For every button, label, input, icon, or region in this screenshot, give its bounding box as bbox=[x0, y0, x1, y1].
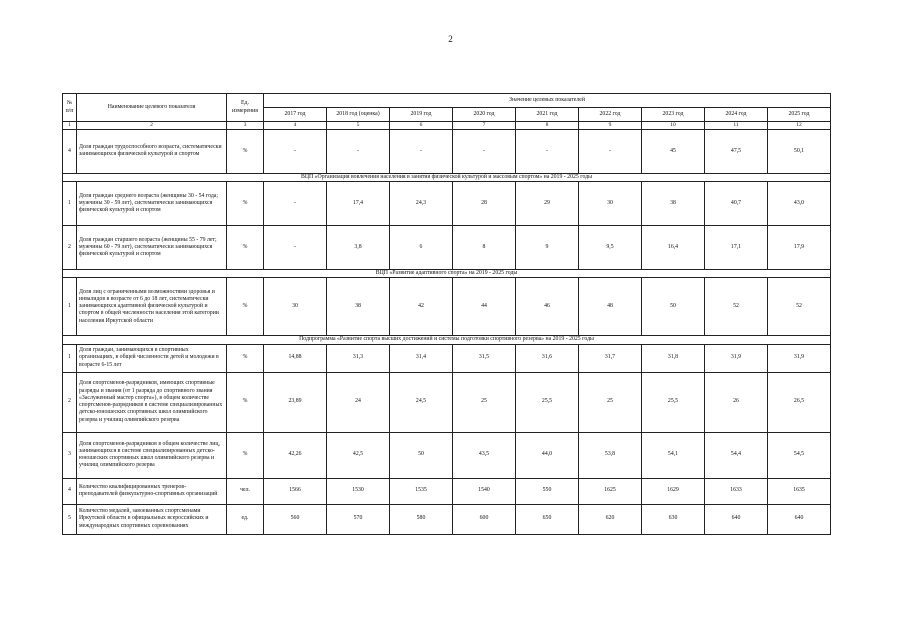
table-row bbox=[63, 432, 831, 478]
value-cell: 54,1 bbox=[642, 432, 705, 478]
unit-cell: ед. bbox=[227, 504, 264, 534]
row-number: 1 bbox=[63, 182, 77, 226]
value-cell: 1566 bbox=[264, 478, 327, 504]
value-cell: 31,6 bbox=[516, 344, 579, 372]
header-num: № п/п bbox=[63, 94, 77, 122]
value-cell: 16,4 bbox=[642, 226, 705, 270]
header-year: 2019 год bbox=[390, 108, 453, 122]
section-row bbox=[63, 336, 831, 344]
value-cell: - bbox=[453, 129, 516, 173]
unit-cell: % bbox=[227, 226, 264, 270]
value-cell: 1629 bbox=[642, 478, 705, 504]
indicator-name: Доля граждан трудоспособного возраста, систематически занимающихся физической культурой и спортом bbox=[77, 129, 227, 173]
value-cell: 560 bbox=[264, 504, 327, 534]
page-number: 2 bbox=[448, 34, 453, 44]
value-cell: 23,89 bbox=[264, 372, 327, 432]
value-cell: 43,0 bbox=[768, 182, 831, 226]
value-cell: 29 bbox=[516, 182, 579, 226]
value-cell: 45 bbox=[642, 129, 705, 173]
indicator-name: Количество медалей, завоеванных спортсменами Иркутской области в официальных всероссийских и международных спортивных соревнованиях bbox=[77, 504, 227, 534]
value-cell: 44,0 bbox=[516, 432, 579, 478]
value-cell: 650 bbox=[516, 504, 579, 534]
value-cell: 31,7 bbox=[579, 344, 642, 372]
value-cell: 24 bbox=[327, 372, 390, 432]
value-cell: 1540 bbox=[453, 478, 516, 504]
unit-cell: % bbox=[227, 432, 264, 478]
column-number: 9 bbox=[579, 122, 642, 130]
value-cell: 38 bbox=[327, 278, 390, 336]
column-number: 11 bbox=[705, 122, 768, 130]
value-cell: - bbox=[579, 129, 642, 173]
value-cell: 620 bbox=[579, 504, 642, 534]
value-cell: 17,9 bbox=[768, 226, 831, 270]
section-title: Подпрограмма «Развитие спорта высших достижений и системы подготовки спортивного резерва» на 2019 - 2025 годы bbox=[63, 336, 831, 344]
value-cell: 3,8 bbox=[327, 226, 390, 270]
table-row bbox=[63, 278, 831, 336]
header-name: Наименование целевого показателя bbox=[77, 94, 227, 122]
value-cell: 47,5 bbox=[705, 129, 768, 173]
target-indicators-table bbox=[62, 93, 831, 535]
value-cell: 52 bbox=[705, 278, 768, 336]
table-row bbox=[63, 504, 831, 534]
column-number: 6 bbox=[390, 122, 453, 130]
value-cell: - bbox=[390, 129, 453, 173]
value-cell: 42,26 bbox=[264, 432, 327, 478]
value-cell: 50 bbox=[390, 432, 453, 478]
table-row bbox=[63, 226, 831, 270]
value-cell: 14,88 bbox=[264, 344, 327, 372]
value-cell: 28 bbox=[453, 182, 516, 226]
value-cell: 1535 bbox=[390, 478, 453, 504]
value-cell: 30 bbox=[264, 278, 327, 336]
value-cell: 30 bbox=[579, 182, 642, 226]
table-row bbox=[63, 372, 831, 432]
column-number: 8 bbox=[516, 122, 579, 130]
table-row bbox=[63, 182, 831, 226]
value-cell: 24,5 bbox=[390, 372, 453, 432]
value-cell: 54,4 bbox=[705, 432, 768, 478]
row-number: 4 bbox=[63, 478, 77, 504]
value-cell: 9,5 bbox=[579, 226, 642, 270]
value-cell: 50 bbox=[642, 278, 705, 336]
value-cell: 630 bbox=[642, 504, 705, 534]
value-cell: 50,1 bbox=[768, 129, 831, 173]
header-year: 2022 год bbox=[579, 108, 642, 122]
row-number: 2 bbox=[63, 226, 77, 270]
value-cell: 31,3 bbox=[327, 344, 390, 372]
column-number: 5 bbox=[327, 122, 390, 130]
value-cell: 31,5 bbox=[453, 344, 516, 372]
value-cell: 600 bbox=[453, 504, 516, 534]
value-cell: 25,5 bbox=[516, 372, 579, 432]
indicator-name: Доля спортсменов-разрядников в общем количестве лиц, занимающихся в системе специализированных детско-юношеских спортивных школ олимпийского резерва и училищ олимпийского резерва bbox=[77, 432, 227, 478]
value-cell: 31,4 bbox=[390, 344, 453, 372]
column-number: 3 bbox=[227, 122, 264, 130]
section-title: ВЦП «Организация вовлечения населения в занятия физической культурой и массовым спортом» на 2019 - 2025 годы bbox=[63, 173, 831, 181]
value-cell: 1635 bbox=[768, 478, 831, 504]
value-cell: 52 bbox=[768, 278, 831, 336]
value-cell: 17,4 bbox=[327, 182, 390, 226]
indicator-name: Доля лиц с ограниченными возможностями здоровья и инвалидов в возрасте от 6 до 18 лет, систематически занимающихся адаптивной физической культурой и спортом в общей численности населения этой категории населения Иркутской области bbox=[77, 278, 227, 336]
header-year: 2023 год bbox=[642, 108, 705, 122]
value-cell: 31,9 bbox=[768, 344, 831, 372]
value-cell: 44 bbox=[453, 278, 516, 336]
section-row bbox=[63, 270, 831, 278]
value-cell: 1625 bbox=[579, 478, 642, 504]
table-row bbox=[63, 478, 831, 504]
indicator-name: Доля спортсменов-разрядников, имеющих спортивные разряды и звания (от 1 разряда до спортивного звания «Заслуженный мастер спорта»), в общем количестве спортсменов-разрядников в системе специализированных детско-юношеских спортивных школ олимпийского резерва и училищ олимпийского резерва bbox=[77, 372, 227, 432]
value-cell: 53,8 bbox=[579, 432, 642, 478]
value-cell: 9 bbox=[516, 226, 579, 270]
column-number: 4 bbox=[264, 122, 327, 130]
indicator-name: Доля граждан, занимающихся в спортивных организациях, в общей численности детей и молодежи в возрасте 6-15 лет bbox=[77, 344, 227, 372]
value-cell: 24,3 bbox=[390, 182, 453, 226]
value-cell: 26,5 bbox=[768, 372, 831, 432]
value-cell: 640 bbox=[705, 504, 768, 534]
column-number: 12 bbox=[768, 122, 831, 130]
value-cell: 570 bbox=[327, 504, 390, 534]
header-year: 2020 год bbox=[453, 108, 516, 122]
value-cell: 640 bbox=[768, 504, 831, 534]
value-cell: 25,5 bbox=[642, 372, 705, 432]
row-number: 5 bbox=[63, 504, 77, 534]
value-cell: - bbox=[264, 226, 327, 270]
header-year: 2021 год bbox=[516, 108, 579, 122]
header-year: 2024 год bbox=[705, 108, 768, 122]
value-cell: 26 bbox=[705, 372, 768, 432]
value-cell: 25 bbox=[453, 372, 516, 432]
header-values-group: Значение целевых показателей bbox=[264, 94, 831, 108]
table-row bbox=[63, 129, 831, 173]
value-cell: 8 bbox=[453, 226, 516, 270]
value-cell: - bbox=[516, 129, 579, 173]
column-number: 2 bbox=[77, 122, 227, 130]
value-cell: 31,8 bbox=[642, 344, 705, 372]
indicator-name: Доля граждан среднего возраста (женщины 30 - 54 года; мужчины 30 - 59 лет), систематически занимающихся физической культурой и спортом bbox=[77, 182, 227, 226]
column-number: 1 bbox=[63, 122, 77, 130]
header-unit: Ед. измерения bbox=[227, 94, 264, 122]
value-cell: 6 bbox=[390, 226, 453, 270]
value-cell: 38 bbox=[642, 182, 705, 226]
column-number: 10 bbox=[642, 122, 705, 130]
indicator-name: Количество квалифицированных тренеров-преподавателей физкультурно-спортивных организаций bbox=[77, 478, 227, 504]
value-cell: 580 bbox=[390, 504, 453, 534]
value-cell: 1530 bbox=[327, 478, 390, 504]
value-cell: - bbox=[327, 129, 390, 173]
row-number: 1 bbox=[63, 278, 77, 336]
row-number: 3 bbox=[63, 432, 77, 478]
section-title: ВЦП «Развитие адаптивного спорта» на 2019 - 2025 годы bbox=[63, 270, 831, 278]
value-cell: 42 bbox=[390, 278, 453, 336]
unit-cell: % bbox=[227, 372, 264, 432]
value-cell: - bbox=[264, 182, 327, 226]
value-cell: 550 bbox=[516, 478, 579, 504]
value-cell: 31,9 bbox=[705, 344, 768, 372]
row-number: 1 bbox=[63, 344, 77, 372]
value-cell: 17,1 bbox=[705, 226, 768, 270]
unit-cell: % bbox=[227, 344, 264, 372]
table-row bbox=[63, 344, 831, 372]
value-cell: - bbox=[264, 129, 327, 173]
header-year: 2018 год (оценка) bbox=[327, 108, 390, 122]
unit-cell: % bbox=[227, 129, 264, 173]
value-cell: 54,5 bbox=[768, 432, 831, 478]
value-cell: 43,5 bbox=[453, 432, 516, 478]
value-cell: 40,7 bbox=[705, 182, 768, 226]
unit-cell: чел. bbox=[227, 478, 264, 504]
value-cell: 1633 bbox=[705, 478, 768, 504]
value-cell: 46 bbox=[516, 278, 579, 336]
indicator-name: Доля граждан старшего возраста (женщины 55 - 79 лет; мужчины 60 - 79 лет), систематически занимающихся физической культурой и спортом bbox=[77, 226, 227, 270]
unit-cell: % bbox=[227, 182, 264, 226]
value-cell: 48 bbox=[579, 278, 642, 336]
value-cell: 25 bbox=[579, 372, 642, 432]
header-year: 2025 год bbox=[768, 108, 831, 122]
unit-cell: % bbox=[227, 278, 264, 336]
value-cell: 42,5 bbox=[327, 432, 390, 478]
row-number: 4 bbox=[63, 129, 77, 173]
column-number: 7 bbox=[453, 122, 516, 130]
row-number: 2 bbox=[63, 372, 77, 432]
section-row bbox=[63, 173, 831, 181]
header-year: 2017 год bbox=[264, 108, 327, 122]
